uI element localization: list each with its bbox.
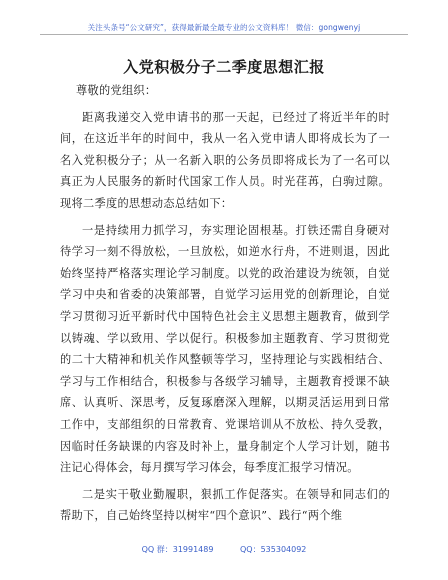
header-banner: 关注头条号“公文研究”，获得最新最全最专业的公文资料库！ 微信：gongwenyj [87,23,361,32]
paragraph-1: 距离我递交入党申请书的那一天起，已经过了将近半年的时间，在这近半年的时间中，我从一名入党申请人即将成长为了一名入党积极分子；从一名新入职的公务员即将成长为了一名可以真正为人民服务的新时代国家工作人员。时光荏苒，白驹过隙。现将二季度的思想动态总结如下： [60,110,390,210]
header-divider [40,34,408,35]
paragraph-2: 一是持续用力抓学习，夯实理论固根基。打铁还需自身硬对待学习一刻不得放松，一旦放松，如逆水行舟，不进则退，因此始终坚持严格落实理论学习制度。以党的政治建设为统领，自觉学习中央和省委的决策部署，自觉学习运用党的创新理论，自觉学习贯彻习近平新时代中国特色社会主义思想主题教育，做到学以铸魂、学以致用、学以促行。积极参加主题教育、学习贯彻党的二十大精神和机关作风整顿等学习，坚持理论与实践相结合、学习与工作相结合，积极参与各级学习辅导，主题教育授课不缺席、认真听、深思考，反复琢磨深入理解，以期灵活运用到日常工作中，支部组织的日常教育、党课培训从不放松、持久受教，因临时任务缺课的内容及时补上，量身制定个人学习计划，随书注记心得体会，每月撰写学习体会，每季度汇报学习情况。 [60,223,390,475]
footer-contact [0,544,448,555]
footer-qq-group: QQ 群：31991489 [141,545,214,554]
paragraph-3: 二是实干敬业勤履职，狠抓工作促落实。在领导和同志们的帮助下，自己始终坚持以树牢“四个意识”、践行“两个维 [60,487,390,523]
salutation: 尊敬的党组织： [76,84,157,97]
document-title: 入党积极分子二季度思想汇报 [123,58,325,76]
footer-qq: QQ：535304092 [240,545,307,554]
document-body [60,80,390,532]
